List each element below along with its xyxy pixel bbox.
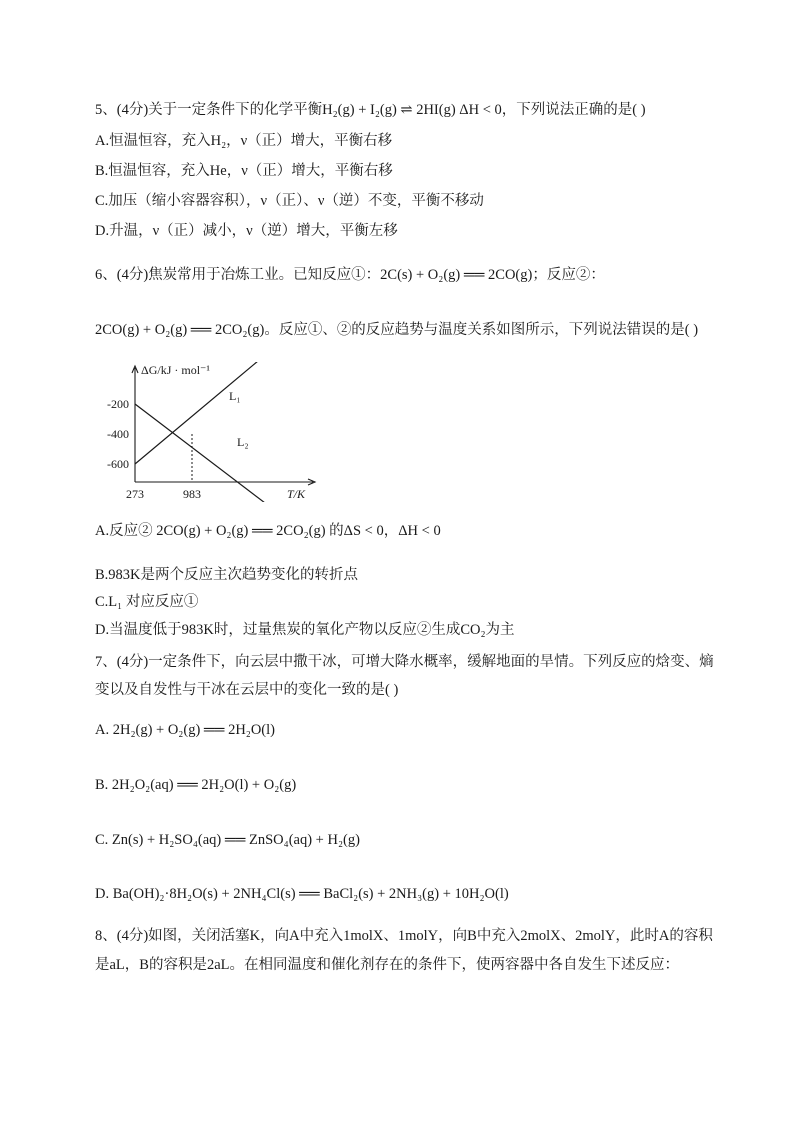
y-axis-label: ΔG/kJ · mol⁻¹ — [141, 363, 210, 377]
q6-stem-line2: 2CO(g) + O₂(g) ══ 2CO₂(g)。反应①、②的反应趋势与温度关系如图所示，下列说法错误的是( ) — [95, 322, 699, 338]
series-line-1 — [135, 362, 271, 464]
q6-chart — [95, 362, 335, 502]
y-tick-label: -200 — [107, 397, 129, 411]
x-tick-label: 273 — [126, 487, 144, 501]
q7-stem-line2: 变以及自发性与干冰在云层中的变化一致的是( ) — [95, 682, 399, 698]
q7-stem-line1: 7、(4分)一定条件下，向云层中撒干冰，可增大降水概率，缓解地面的旱情。下列反应的焓变、熵 — [95, 654, 714, 670]
series-label-l1: L₁ — [229, 389, 241, 403]
q5-option-b: B.恒温恒容，充入He，ν（正）增大，平衡右移 — [95, 163, 393, 179]
q6-option-d: D.当温度低于983K时，过量焦炭的氧化产物以反应②生成CO₂为主 — [95, 622, 515, 638]
q6-stem-line1: 6、(4分)焦炭常用于冶炼工业。已知反应①：2C(s) + O₂(g) ══ 2CO(g)；反应②： — [95, 267, 605, 283]
q6-option-b: B.983K是两个反应主次趋势变化的转折点 — [95, 567, 359, 583]
q8-stem-line2: 是aL，B的容积是2aL。在相同温度和催化剂存在的条件下，使两容器中各自发生下述反应： — [95, 957, 680, 973]
q5-option-d: D.升温，ν（正）减小，ν（逆）增大，平衡左移 — [95, 223, 398, 239]
q6-option-c: C.L₁ 对应反应① — [95, 594, 199, 610]
q7-option-b: B. 2H₂O₂(aq) ══ 2H₂O(l) + O₂(g) — [95, 777, 297, 793]
series-line-2 — [135, 404, 271, 502]
x-axis-label: T/K — [287, 487, 306, 501]
q5-option-a: A.恒温恒容，充入H₂，ν（正）增大，平衡右移 — [95, 133, 393, 149]
y-tick-label: -600 — [107, 457, 129, 471]
q7-option-a: A. 2H₂(g) + O₂(g) ══ 2H₂O(l) — [95, 722, 275, 738]
q6-option-a: A.反应② 2CO(g) + O₂(g) ══ 2CO₂(g) 的ΔS < 0，ΔH < 0 — [95, 523, 441, 539]
x-tick-label: 983 — [183, 487, 201, 501]
q5-stem: 5、(4分)关于一定条件下的化学平衡H₂(g) + I₂(g) ⇌ 2HI(g) ΔH < 0，下列说法正确的是( ) — [95, 102, 646, 118]
q7-option-d: D. Ba(OH)₂·8H₂O(s) + 2NH₄Cl(s) ══ BaCl₂(s) + 2NH₃(g) + 10H₂O(l) — [95, 886, 509, 902]
y-tick-label: -400 — [107, 427, 129, 441]
q7-option-c: C. Zn(s) + H₂SO₄(aq) ══ ZnSO₄(aq) + H₂(g) — [95, 832, 360, 848]
series-label-l2: L₂ — [237, 435, 249, 449]
q8-stem-line1: 8、(4分)如图，关闭活塞K，向A中充入1molX、1molY，向B中充入2molX、2molY，此时A的容积 — [95, 928, 713, 944]
q5-option-c: C.加压（缩小容器容积），ν（正）、ν（逆）不变，平衡不移动 — [95, 193, 484, 209]
